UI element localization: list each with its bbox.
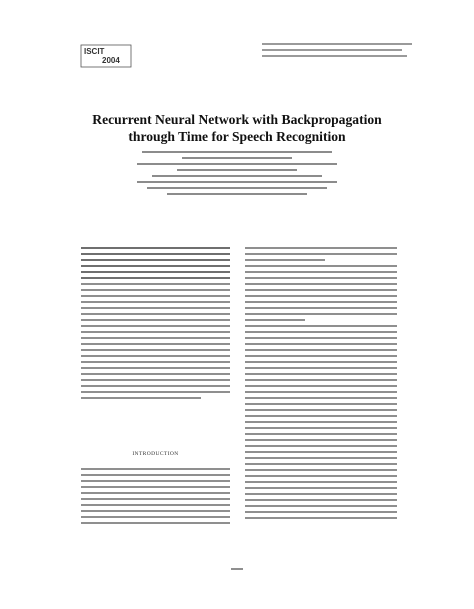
text-line <box>81 367 230 369</box>
text-line <box>81 271 230 273</box>
conference-logo-icon <box>80 44 132 68</box>
text-line <box>81 468 230 470</box>
right-column <box>245 247 397 523</box>
text-line <box>245 487 397 489</box>
text-line <box>245 337 397 339</box>
text-line <box>245 283 397 285</box>
paper-title <box>70 111 404 145</box>
text-line <box>245 325 397 327</box>
text-line <box>81 319 230 321</box>
text-line <box>81 397 201 399</box>
text-line <box>245 463 397 465</box>
text-line <box>245 475 397 477</box>
text-line <box>81 474 230 476</box>
text-line <box>245 355 397 357</box>
text-line <box>245 397 397 399</box>
text-line <box>81 355 230 357</box>
text-line <box>245 415 397 417</box>
text-line <box>245 301 397 303</box>
text-line <box>81 259 230 261</box>
text-line <box>81 498 230 500</box>
conference-header <box>262 43 422 61</box>
text-line <box>81 277 230 279</box>
text-line <box>81 349 230 351</box>
text-line <box>245 277 397 279</box>
title-line-2: through Time for Speech Recognition <box>128 129 346 144</box>
text-line <box>245 499 397 501</box>
text-line <box>245 493 397 495</box>
text-line <box>81 504 230 506</box>
text-line <box>245 307 397 309</box>
text-line <box>245 271 397 273</box>
text-line <box>81 492 230 494</box>
text-line <box>245 391 397 393</box>
text-line <box>245 361 397 363</box>
text-line <box>245 409 397 411</box>
text-line <box>245 289 397 291</box>
text-line <box>245 295 397 297</box>
text-line <box>245 259 325 261</box>
text-line <box>81 516 230 518</box>
title-line-1: Recurrent Neural Network with Backpropagation <box>92 112 382 127</box>
text-line <box>81 510 230 512</box>
text-line <box>245 469 397 471</box>
text-line <box>81 486 230 488</box>
text-line <box>81 247 230 249</box>
text-line <box>245 253 397 255</box>
text-line <box>81 253 230 255</box>
text-line <box>245 403 397 405</box>
text-line <box>245 427 397 429</box>
text-line <box>245 319 305 321</box>
text-line <box>245 433 397 435</box>
text-line <box>245 343 397 345</box>
text-line <box>245 505 397 507</box>
text-line <box>245 511 397 513</box>
text-line <box>245 331 397 333</box>
text-line <box>245 445 397 447</box>
author-block <box>130 151 344 199</box>
introduction-heading: INTRODUCTION <box>132 451 179 457</box>
text-line <box>245 265 397 267</box>
text-line <box>245 451 397 453</box>
text-line <box>81 522 230 524</box>
text-line <box>245 421 397 423</box>
text-line <box>81 289 230 291</box>
text-line <box>245 481 397 483</box>
svg-text:ISCIT: ISCIT <box>84 47 105 56</box>
text-line <box>245 247 397 249</box>
text-line <box>81 343 230 345</box>
text-line <box>245 457 397 459</box>
text-line <box>81 307 230 309</box>
text-line <box>245 385 397 387</box>
text-line <box>81 265 230 267</box>
text-line <box>81 361 230 363</box>
text-line <box>81 373 230 375</box>
text-line <box>245 367 397 369</box>
text-line <box>81 313 230 315</box>
text-line <box>81 325 230 327</box>
text-line <box>245 379 397 381</box>
left-column <box>81 247 230 403</box>
text-line <box>245 313 397 315</box>
text-line <box>81 337 230 339</box>
text-line <box>81 301 230 303</box>
text-line <box>81 385 230 387</box>
text-line <box>81 295 230 297</box>
text-line <box>245 517 397 519</box>
text-line <box>245 439 397 441</box>
text-line <box>81 480 230 482</box>
page-number <box>0 568 474 570</box>
text-line <box>245 349 397 351</box>
text-line <box>81 283 230 285</box>
text-line <box>81 331 230 333</box>
text-line <box>81 379 230 381</box>
text-line <box>81 391 230 393</box>
text-line <box>245 373 397 375</box>
svg-text:2004: 2004 <box>102 56 120 65</box>
introduction-body <box>81 468 230 528</box>
